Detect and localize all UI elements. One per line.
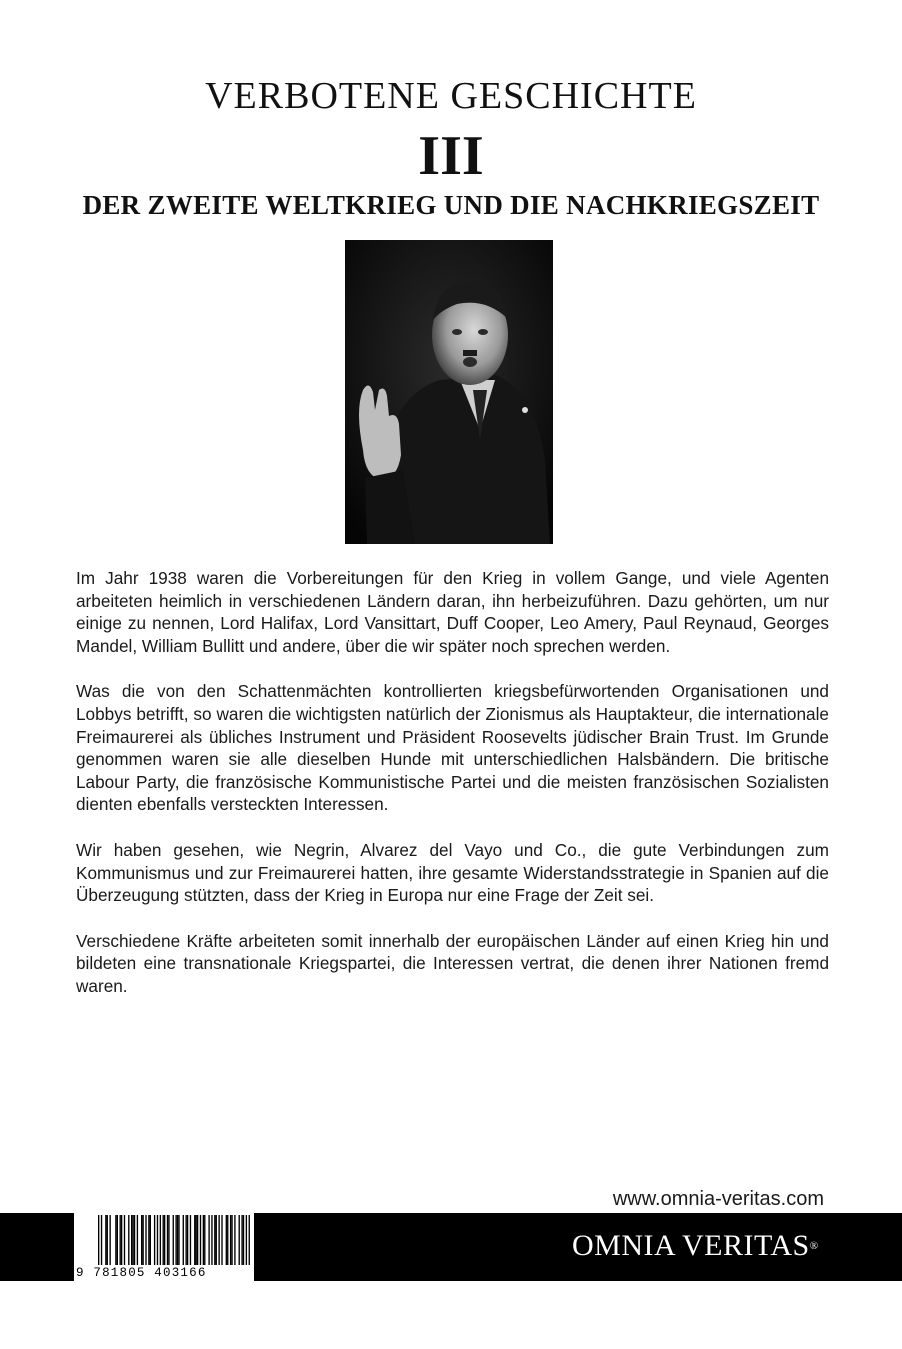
blurb-paragraph: Im Jahr 1938 waren die Vorbereitungen für den Krieg in vollem Gange, und viele Agenten arbeiteten heimlich in verschiedenen Ländern daran, ihn herbeizuführen. Dazu gehörten, um nur einige zu nennen, Lord Halifax, Lord Vansittart, Duff Cooper, Leo Amery, Paul Reynaud, Georges Mandel, William Bullitt und andere, über die wir später noch sprechen werden.	[76, 568, 829, 656]
book-subtitle: DER ZWEITE WELTKRIEG UND DIE NACHKRIEGSZEIT	[82, 190, 820, 220]
publisher-logo	[572, 1228, 819, 1264]
barcode-icon	[98, 1215, 250, 1265]
isbn-number: 9 781805 403166	[74, 1266, 254, 1281]
publisher-website: www.omnia-veritas.com	[612, 1188, 824, 1210]
registered-mark: ®	[809, 1240, 819, 1252]
blurb-text	[76, 567, 829, 1021]
portrait-photo	[345, 240, 553, 544]
blurb-paragraph: Verschiedene Kräfte arbeiteten somit innerhalb der europäischen Länder auf einen Krieg hin und bildeten eine transnationale Kriegspartei, die Interessen vertrat, die denen ihrer Nationen fremd waren.	[76, 930, 829, 996]
isbn-barcode	[74, 1213, 254, 1281]
volume-number: III	[418, 125, 484, 187]
publisher-name: OMNIA VERITAS	[572, 1229, 810, 1262]
blurb-paragraph: Was die von den Schattenmächten kontrollierten kriegsbefürwortenden Organisationen und Lobbys betrifft, so waren die wichtigsten natürlich der Zionismus als Hauptakteur, die internationale Freimaurerei als übliches Instrument und Präsident Roosevelts jüdischer Brain Trust. Im Grunde genommen waren sie alle dieselben Hunde mit unterschiedlichen Halsbändern. Die britische Labour Party, die französische Kommunistische Partei und die meisten französischen Sozialisten dienten ebenfalls versteckten Interessen.	[76, 681, 829, 815]
portrait-photo-icon	[345, 240, 553, 544]
blurb-paragraph: Wir haben gesehen, wie Negrin, Alvarez del Vayo und Co., die gute Verbindungen zum Kommunismus und zur Freimaurerei hatten, ihre gesamte Widerstandsstrategie in Spanien auf die Überzeugung stützten, dass der Krieg in Europa nur eine Frage der Zeit sei.	[76, 839, 829, 906]
book-title: VERBOTENE GESCHICHTE	[205, 75, 697, 117]
